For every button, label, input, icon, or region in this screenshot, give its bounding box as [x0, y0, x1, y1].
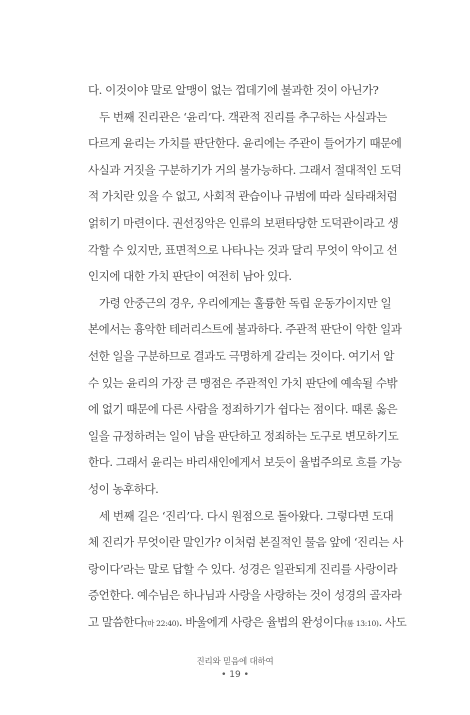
text-line: 선한 일을 구분하므로 결과도 극명하게 갈리는 것이다. 여기서 알 — [88, 348, 394, 363]
text-line: 다. 이것이야 말로 알맹이 없는 껍데기에 불과한 것이 아닌가? — [88, 83, 379, 97]
page-number: • 19 • — [221, 670, 249, 680]
text-line: 성이 농후하다. — [88, 481, 159, 496]
text-line: 얽히기 마련이다. 권선징악은 인류의 보편타당한 도덕관이라고 생 — [88, 215, 399, 230]
text-line: 사실과 거짓을 구분하기가 거의 불가능하다. 그래서 절대적인 도덕 — [88, 162, 402, 177]
text-line: 세 번째 길은 ‘진리’다. 다시 원점으로 돌아왔다. 그렇다면 도대 — [99, 508, 394, 523]
text-line: 랑이다’라는 말로 답할 수 있다. 성경은 일관되게 진리를 사랑이라 — [88, 561, 398, 576]
text-line: 두 번째 진리관은 ‘윤리’다. 객관적 진리를 추구하는 사실과는 — [99, 109, 387, 124]
line-segment: . 사도 — [378, 614, 407, 629]
body-text — [88, 77, 407, 635]
scripture-citation: (마 22:40) — [144, 618, 179, 628]
text-line-with-citations — [88, 609, 407, 636]
text-line: 일을 규정하려는 일이 남을 판단하고 정죄하는 도구로 변모하기도 — [88, 428, 399, 443]
scripture-citation: (롬 13:10) — [344, 618, 379, 628]
text-line: 한다. 그래서 윤리는 바리새인에게서 보듯이 율법주의로 흐를 가능 — [88, 455, 402, 470]
text-line: 인지에 대한 가치 판단이 여전히 남아 있다. — [88, 269, 292, 284]
running-footer-title: 진리와 믿음에 대하여 — [196, 657, 274, 667]
text-line: 증언한다. 예수님은 하나님과 사랑을 사랑하는 것이 성경의 골자라 — [88, 588, 402, 603]
text-line: 각할 수 있지만, 표면적으로 나타나는 것과 달리 무엇이 악이고 선 — [88, 242, 398, 257]
text-line: 체 진리가 무엇이란 말인가? 이처럼 본질적인 물음 앞에 ‘진리는 사 — [88, 535, 403, 550]
text-line: 에 없기 때문에 다른 사람을 정죄하기가 쉽다는 점이다. 때론 옳은 — [88, 402, 398, 417]
text-line: 수 있는 윤리의 가장 큰 맹점은 주관적인 가치 판단에 예속될 수밖 — [88, 375, 398, 390]
text-line: 본에서는 흉악한 테러리스트에 불과하다. 주관적 판단이 악한 일과 — [88, 322, 402, 337]
text-line: 다르게 윤리는 가치를 판단한다. 윤리에는 주관이 들어가기 때문에 — [88, 136, 402, 151]
line-segment: 고 말씀한다 — [88, 614, 145, 629]
text-line: 적 가치란 있을 수 없고, 사회적 관습이나 규범에 따라 실타래처럼 — [88, 189, 398, 204]
text-line: 가령 안중근의 경우, 우리에게는 훌륭한 독립 운동가이지만 일 — [99, 295, 392, 310]
line-segment: . 바울에게 사랑은 율법의 완성이다 — [178, 614, 345, 629]
